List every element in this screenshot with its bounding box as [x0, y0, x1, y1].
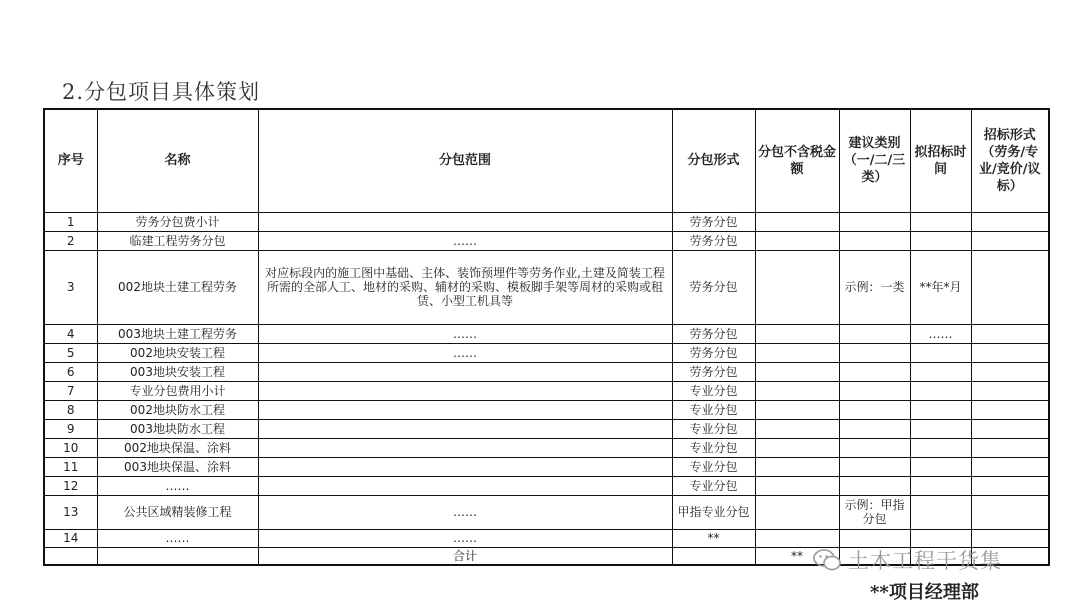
cell-name: 003地块土建工程劳务 [97, 324, 258, 343]
cell-form: 劳务分包 [672, 343, 755, 362]
cell-name: 002地块防水工程 [97, 400, 258, 419]
cell-no: 8 [44, 400, 97, 419]
cell-amount [755, 381, 839, 400]
cell-form: 劳务分包 [672, 362, 755, 381]
cell-time [910, 400, 971, 419]
col-header-amount: 分包不含税金额 [755, 109, 839, 212]
cell-category [839, 343, 910, 362]
cell-no: 5 [44, 343, 97, 362]
table-row [44, 324, 1049, 343]
watermark-text: 土木工程干货集 [848, 549, 1002, 573]
cell-amount [755, 212, 839, 231]
cell-name: 003地块保温、涂料 [97, 457, 258, 476]
cell-tender [971, 250, 1049, 324]
cell-category [839, 381, 910, 400]
cell-name: …… [97, 476, 258, 495]
cell-scope [258, 381, 672, 400]
wechat-icon [812, 548, 842, 572]
col-header-tender: 招标形式（劳务/专业/竞价/议标） [971, 109, 1049, 212]
cell-category: 示例：一类 [839, 250, 910, 324]
cell-time [910, 381, 971, 400]
col-header-form: 分包形式 [672, 109, 755, 212]
table-row [44, 250, 1049, 324]
cell-form: 劳务分包 [672, 212, 755, 231]
cell-form: 专业分包 [672, 438, 755, 457]
table-row [44, 419, 1049, 438]
cell-time [910, 231, 971, 250]
cell-no: 4 [44, 324, 97, 343]
cell-scope: 对应标段内的施工图中基础、主体、装饰预埋件等劳务作业,土建及简装工程所需的全部人工、地材的采购、辅材的采购、模板脚手架等周材的采购或租赁、小型工机具等 [258, 250, 672, 324]
cell-scope [258, 400, 672, 419]
col-header-scope: 分包范围 [258, 109, 672, 212]
cell-tender [971, 438, 1049, 457]
cell-amount [755, 231, 839, 250]
cell-no: 1 [44, 212, 97, 231]
cell-amount [755, 400, 839, 419]
header-row [44, 109, 1049, 212]
cell-form: 专业分包 [672, 476, 755, 495]
cell-scope [258, 212, 672, 231]
cell-no: 10 [44, 438, 97, 457]
table-row [44, 476, 1049, 495]
cell-tender [971, 231, 1049, 250]
cell-name: 002地块保温、涂料 [97, 438, 258, 457]
cell-time [910, 457, 971, 476]
cell-scope [258, 362, 672, 381]
cell-form: 劳务分包 [672, 250, 755, 324]
cell-tender [971, 495, 1049, 529]
footer-signature: **项目经理部 [870, 582, 979, 603]
cell-time: …… [910, 324, 971, 343]
table-row [44, 400, 1049, 419]
cell-time: **年*月 [910, 250, 971, 324]
table-row [44, 438, 1049, 457]
cell-tender [971, 381, 1049, 400]
cell-tender [971, 324, 1049, 343]
total-label: 合计 [258, 547, 672, 565]
table-row [44, 231, 1049, 250]
cell-no: 6 [44, 362, 97, 381]
col-header-no: 序号 [44, 109, 97, 212]
cell-tender [971, 362, 1049, 381]
table-row [44, 381, 1049, 400]
cell-no: 13 [44, 495, 97, 529]
cell-no: 2 [44, 231, 97, 250]
watermark [812, 545, 1002, 575]
cell-form: 专业分包 [672, 419, 755, 438]
cell-scope [258, 457, 672, 476]
cell-category [839, 324, 910, 343]
cell-amount [755, 419, 839, 438]
cell-category [839, 476, 910, 495]
cell-category [839, 457, 910, 476]
cell-no: 9 [44, 419, 97, 438]
cell-time [910, 495, 971, 529]
cell-name: 002地块安装工程 [97, 343, 258, 362]
cell-name: 公共区域精装修工程 [97, 495, 258, 529]
cell-form: 专业分包 [672, 400, 755, 419]
cell-category [839, 400, 910, 419]
cell-form: 专业分包 [672, 381, 755, 400]
cell-no [44, 547, 97, 565]
table-row [44, 212, 1049, 231]
cell-scope: …… [258, 343, 672, 362]
table-row [44, 362, 1049, 381]
cell-tender [971, 419, 1049, 438]
cell-category [839, 212, 910, 231]
table-row [44, 495, 1049, 529]
col-header-time: 拟招标时间 [910, 109, 971, 212]
cell-time [910, 362, 971, 381]
cell-scope: …… [258, 529, 672, 547]
cell-scope: …… [258, 231, 672, 250]
cell-time [910, 419, 971, 438]
cell-amount [755, 324, 839, 343]
cell-name: 临建工程劳务分包 [97, 231, 258, 250]
total-amount: ** [755, 547, 839, 565]
cell-name: 劳务分包费小计 [97, 212, 258, 231]
cell-form: 专业分包 [672, 457, 755, 476]
cell-scope [258, 419, 672, 438]
cell-category [839, 419, 910, 438]
cell-category [839, 231, 910, 250]
cell-no: 12 [44, 476, 97, 495]
cell-form: 甲指专业分包 [672, 495, 755, 529]
cell-no: 3 [44, 250, 97, 324]
cell-tender [971, 400, 1049, 419]
cell-tender [971, 476, 1049, 495]
cell-name: 专业分包费用小计 [97, 381, 258, 400]
cell-time [910, 343, 971, 362]
cell-amount [755, 438, 839, 457]
cell-name: 002地块土建工程劳务 [97, 250, 258, 324]
cell-amount [755, 362, 839, 381]
cell-tender [971, 212, 1049, 231]
cell-category [839, 362, 910, 381]
cell-category [839, 438, 910, 457]
cell-no: 14 [44, 529, 97, 547]
cell-time [910, 476, 971, 495]
cell-amount [755, 250, 839, 324]
cell-category: 示例：甲指分包 [839, 495, 910, 529]
cell-tender [971, 457, 1049, 476]
col-header-category: 建议类别（一/二/三类） [839, 109, 910, 212]
cell-tender [971, 343, 1049, 362]
table-row [44, 457, 1049, 476]
cell-amount [755, 476, 839, 495]
cell-name [97, 547, 258, 565]
cell-scope: …… [258, 495, 672, 529]
cell-name: …… [97, 529, 258, 547]
col-header-name: 名称 [97, 109, 258, 212]
cell-time [910, 212, 971, 231]
table-row [44, 343, 1049, 362]
cell-scope [258, 476, 672, 495]
cell-scope: …… [258, 324, 672, 343]
cell-form: ** [672, 529, 755, 547]
cell-no: 11 [44, 457, 97, 476]
page-title: 2.分包项目具体策划 [62, 80, 261, 104]
cell-form: 劳务分包 [672, 231, 755, 250]
cell-scope [258, 438, 672, 457]
cell-amount [755, 495, 839, 529]
cell-name: 003地块防水工程 [97, 419, 258, 438]
cell-amount [755, 457, 839, 476]
cell-amount [755, 343, 839, 362]
cell-name: 003地块安装工程 [97, 362, 258, 381]
subcontract-plan-table [43, 108, 1050, 566]
cell-form: 劳务分包 [672, 324, 755, 343]
cell-no: 7 [44, 381, 97, 400]
cell-form [672, 547, 755, 565]
cell-time [910, 438, 971, 457]
